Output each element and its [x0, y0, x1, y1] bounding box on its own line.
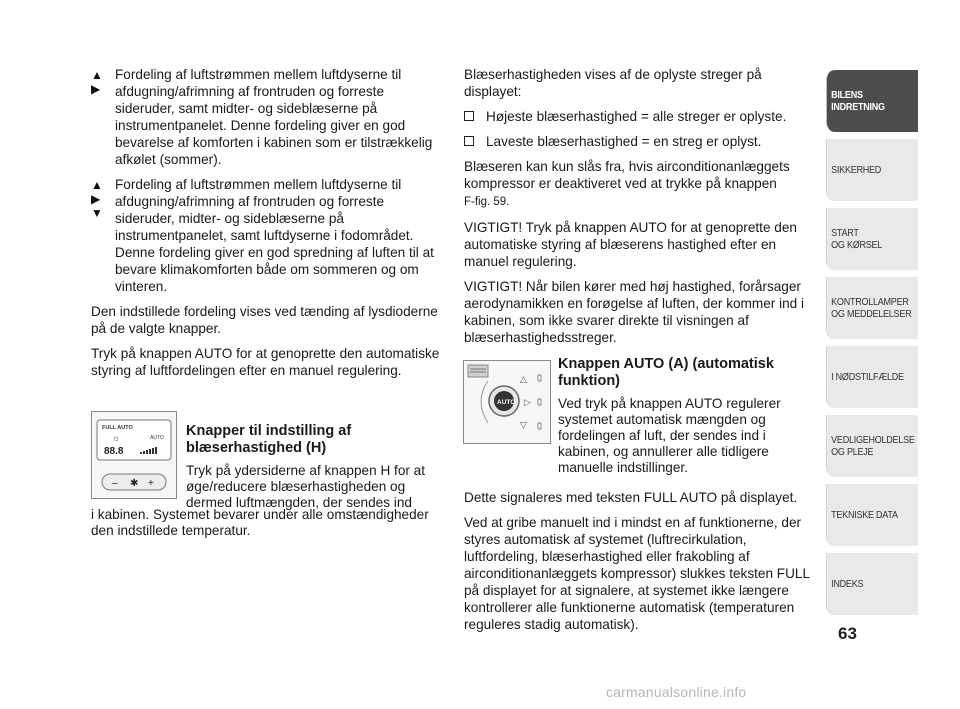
- checkbox-bullet-icon: [464, 136, 474, 146]
- auto-heading: Knappen AUTO (A) (automatisk funktion): [558, 356, 774, 389]
- sun-icon: ☼: [112, 433, 121, 443]
- body-paragraph: Tryk på knappen AUTO for at genoprette den automatiske styring af luftfordelingen efter en manuel regulering.: [91, 346, 440, 378]
- auto-panel-illustration: [464, 361, 550, 443]
- airflow-distribution-paragraph-1: ▲ ▶ Fordeling af luftstrømmen mellem luftdyserne til afdugning/afrimning af frontruden og forreste sideruder, samt midter- og sideblæserne på instrumentpanelet. Denne fordeling giver en god bevarelse af komforten i kabinen som er tilstrækkelig afkølet (sommer).: [91, 67, 433, 167]
- fan-speed-text-continued: i kabinen. Systemet bevarer under alle omstændigheder den indstillede temperatur.: [91, 507, 429, 538]
- page-number: 63: [838, 624, 857, 643]
- bullet-item: Højeste blæserhastighed = alle streger er oplyste.: [464, 108, 816, 125]
- auto-section-continued: [464, 489, 816, 641]
- tab-sikkerhed[interactable]: SIKKERHED: [826, 139, 918, 201]
- checkbox-bullet-icon: [464, 111, 474, 121]
- svg-text:AUTO: AUTO: [150, 435, 164, 441]
- climate-panel-illustration: [92, 412, 176, 498]
- tab-kontrollamper[interactable]: KONTROLLAMPER OG MEDDELELSER: [826, 277, 918, 339]
- tab-vedligeholdelse[interactable]: VEDLIGEHOLDELSE OG PLEJE: [826, 415, 918, 477]
- figure-reference: F-fig. 59.: [464, 196, 510, 208]
- tab-i-nodstilfaelde[interactable]: I NØDSTILFÆLDE: [826, 346, 918, 408]
- airflow-arrows-icon: ▲ ▶ ▼: [91, 178, 103, 220]
- tab-start-og-korsel[interactable]: START OG KØRSEL: [826, 208, 918, 270]
- svg-text:▷: ▷: [524, 397, 531, 407]
- fan-speed-button-figure: [91, 411, 177, 499]
- body-paragraph: Ved at gribe manuelt ind i mindst en af funktionerne, der styres automatisk af systemet (luftrecirkulation, luftfordeling, blæserhastighed eller frakobling af airconditionanlæggets kompressor) slukkes teksten FULL på displayet for at signalere, at systemet ikke længere kontrollerer alle funktionerne automatisk (temperaturen reguleres stadig automatisk).: [464, 515, 810, 632]
- body-paragraph: Blæserhastigheden vises af de oplyste streger på displayet:: [464, 67, 762, 99]
- tab-bilens-indretning[interactable]: BILENS INDRETNING: [826, 70, 918, 132]
- svg-text:88.8: 88.8: [104, 446, 124, 457]
- minus-icon: –: [112, 478, 118, 489]
- auto-button-label: AUTO: [497, 399, 516, 406]
- auto-text: Ved tryk på knappen AUTO regulerer systemet automatisk mængden og fordelingen af luft, der sendes ind i kabinen, og annullerer alle tidligere manuelle indstillinger.: [558, 396, 781, 475]
- tab-indeks[interactable]: INDEKS: [826, 553, 918, 615]
- plus-icon: +: [148, 478, 154, 489]
- airflow-arrows-icon: ▲ ▶: [91, 68, 103, 96]
- chapter-tabs: [826, 70, 918, 622]
- fan-icon: ✱: [130, 478, 139, 489]
- important-note: VIGTIGT! Når bilen kører med høj hastighed, forårsager aerodynamikken en forøgelse af luften, der kommer ind i kabinen, som ikke svarer direkte til visningen af blæserhastighedsstreger.: [464, 279, 805, 345]
- middle-column: [464, 66, 816, 354]
- fan-speed-heading: Knapper til indstilling af blæserhastighed (H): [186, 423, 352, 456]
- figure-full-auto-label: FULL AUTO: [102, 425, 133, 431]
- tab-tekniske-data[interactable]: TEKNISKE DATA: [826, 484, 918, 546]
- airflow-distribution-paragraph-2: ▲ ▶ ▼ Fordeling af luftstrømmen mellem luftdyserne til afdugning/afrimning af frontruden og forreste sideruder, midter- og sideblæserne på instrumentpanelet, samt luftdyserne i fodområdet. Denne fordeling giver en god spredning af luften til at bevare klimakomforten både om sommeren og om vinteren.: [91, 177, 434, 294]
- auto-button-figure: [463, 360, 551, 444]
- auto-section: [558, 356, 818, 476]
- svg-text:▽: ▽: [520, 420, 527, 430]
- body-paragraph: Den indstillede fordeling vises ved tænding af lysdioderne på de valgte knapper.: [91, 304, 438, 336]
- fan-speed-section: [186, 423, 444, 511]
- important-note: VIGTIGT! Tryk på knappen AUTO for at genoprette den automatiske styring af blæserens hastighed efter en manuel regulering.: [464, 220, 797, 269]
- bullet-item: Laveste blæserhastighed = en streg er oplyst.: [464, 133, 816, 150]
- body-paragraph: Blæseren kan kun slås fra, hvis airconditionanlæggets kompressor er deaktiveret ved at trykke på knappen F-fig. 59.: [464, 159, 790, 208]
- svg-text:△: △: [520, 374, 527, 384]
- watermark: carmanualsonline.info: [606, 684, 747, 700]
- body-paragraph: Dette signaleres med teksten FULL AUTO på displayet.: [464, 490, 798, 505]
- left-column: [91, 66, 441, 387]
- fan-speed-text: Tryk på ydersiderne af knappen H for at øge/reducere blæserhastigheden og dermed luftmængden, der sendes ind: [186, 463, 426, 510]
